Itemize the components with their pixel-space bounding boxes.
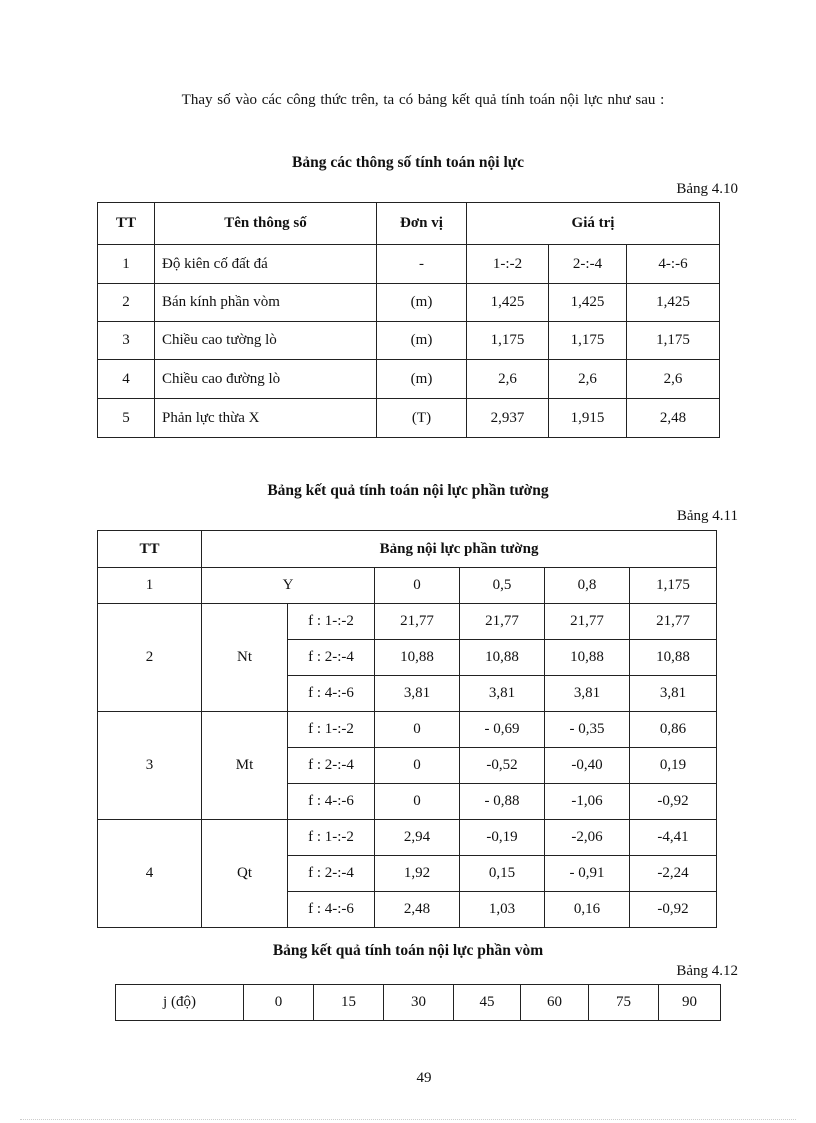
cell: f : 2-:-4 [288, 640, 375, 676]
cell: 21,77 [630, 604, 717, 640]
cell: f : 1-:-2 [288, 604, 375, 640]
table-4-12-label: Bảng 4.12 [676, 963, 738, 979]
cell: 0 [375, 568, 460, 604]
header-wall-forces: Bảng nội lực phần tường [202, 531, 717, 568]
header-tt: TT [98, 203, 155, 245]
table-4-10-label: Bảng 4.10 [676, 181, 738, 197]
cell: f : 4-:-6 [288, 784, 375, 820]
cell: Chiều cao đường lò [155, 360, 377, 399]
cell: 2,94 [375, 820, 460, 856]
table-row [116, 985, 721, 1021]
cell: f : 2-:-4 [288, 748, 375, 784]
cell: 3,81 [545, 676, 630, 712]
cell: 2,6 [627, 360, 720, 399]
cell: 45 [454, 985, 521, 1021]
cell: -0,92 [630, 892, 717, 928]
cell: 0,86 [630, 712, 717, 748]
cell: - 0,91 [545, 856, 630, 892]
cell: 1 [98, 568, 202, 604]
table-row [98, 568, 717, 604]
cell: 0 [375, 784, 460, 820]
cell: 5 [98, 399, 155, 438]
table-4-10 [97, 202, 720, 438]
table-4-11 [97, 530, 717, 928]
table-4-11-label: Bảng 4.11 [676, 508, 738, 524]
header-value: Giá trị [467, 203, 720, 245]
table-row [98, 284, 720, 322]
cell: 1,175 [549, 322, 627, 360]
cell: (m) [377, 284, 467, 322]
table-row [98, 245, 720, 284]
cell: 4 [98, 820, 202, 928]
table-4-10-title: Bảng các thông số tính toán nội lực [292, 154, 524, 171]
cell: 1,915 [549, 399, 627, 438]
cell: 21,77 [545, 604, 630, 640]
header-tt: TT [98, 531, 202, 568]
table-row [98, 399, 720, 438]
cell: 75 [589, 985, 659, 1021]
cell: Mt [202, 712, 288, 820]
cell: Độ kiên cố đất đá [155, 245, 377, 284]
cell: 0,8 [545, 568, 630, 604]
cell: - 0,35 [545, 712, 630, 748]
cell: -0,52 [460, 748, 545, 784]
table-row [98, 604, 717, 640]
cell: -0,40 [545, 748, 630, 784]
cell: -2,06 [545, 820, 630, 856]
cell: 21,77 [375, 604, 460, 640]
cell: 21,77 [460, 604, 545, 640]
cell: f : 2-:-4 [288, 856, 375, 892]
cell: 3,81 [630, 676, 717, 712]
cell: 90 [659, 985, 721, 1021]
cell: 3 [98, 322, 155, 360]
cell: 10,88 [630, 640, 717, 676]
cell: 2 [98, 284, 155, 322]
cell: 1-:-2 [467, 245, 549, 284]
cell: Y [202, 568, 375, 604]
cell: f : 4-:-6 [288, 892, 375, 928]
cell: 1,175 [630, 568, 717, 604]
cell: j (độ) [116, 985, 244, 1021]
cell: f : 1-:-2 [288, 712, 375, 748]
cell: 4 [98, 360, 155, 399]
cell: Qt [202, 820, 288, 928]
cell: 4-:-6 [627, 245, 720, 284]
cell: 1,425 [467, 284, 549, 322]
cell: -4,41 [630, 820, 717, 856]
cell: 10,88 [545, 640, 630, 676]
cell: 2,48 [627, 399, 720, 438]
cell: 1,175 [627, 322, 720, 360]
cell: 3,81 [460, 676, 545, 712]
cell: - [377, 245, 467, 284]
cell: -0,92 [630, 784, 717, 820]
cell: 0,16 [545, 892, 630, 928]
table-header-row [98, 531, 717, 568]
cell: 60 [521, 985, 589, 1021]
cell: Phản lực thừa X [155, 399, 377, 438]
cell: 1,425 [627, 284, 720, 322]
cell: 3 [98, 712, 202, 820]
cell: -1,06 [545, 784, 630, 820]
cell: 0 [375, 748, 460, 784]
cell: 0,5 [460, 568, 545, 604]
cell: 0,15 [460, 856, 545, 892]
cell: - 0,69 [460, 712, 545, 748]
table-4-11-title: Bảng kết quả tính toán nội lực phần tường [267, 482, 549, 499]
header-unit: Đơn vị [377, 203, 467, 245]
cell: 2 [98, 604, 202, 712]
cell: 15 [314, 985, 384, 1021]
cell: 10,88 [375, 640, 460, 676]
cell: 1,03 [460, 892, 545, 928]
cell: 0,19 [630, 748, 717, 784]
table-4-12 [115, 984, 721, 1021]
cell: 1 [98, 245, 155, 284]
header-name: Tên thông số [155, 203, 377, 245]
cell: 0 [244, 985, 314, 1021]
cell: Bán kính phần vòm [155, 284, 377, 322]
page-bottom-divider [20, 1119, 796, 1120]
cell: (m) [377, 360, 467, 399]
cell: 2,6 [549, 360, 627, 399]
cell: Chiều cao tường lò [155, 322, 377, 360]
cell: (m) [377, 322, 467, 360]
cell: Nt [202, 604, 288, 712]
cell: 2,937 [467, 399, 549, 438]
table-row [98, 360, 720, 399]
table-header-row [98, 203, 720, 245]
cell: - 0,88 [460, 784, 545, 820]
cell: 30 [384, 985, 454, 1021]
cell: 3,81 [375, 676, 460, 712]
table-row [98, 712, 717, 748]
cell: 1,92 [375, 856, 460, 892]
cell: 10,88 [460, 640, 545, 676]
cell: 2-:-4 [549, 245, 627, 284]
table-row [98, 322, 720, 360]
cell: 0 [375, 712, 460, 748]
cell: -0,19 [460, 820, 545, 856]
intro-paragraph: Thay số vào các công thức trên, ta có bảng kết quả tính toán nội lực như sau : [181, 92, 665, 108]
cell: 2,6 [467, 360, 549, 399]
cell: f : 4-:-6 [288, 676, 375, 712]
cell: 1,425 [549, 284, 627, 322]
cell: (T) [377, 399, 467, 438]
page-number: 49 [416, 1070, 432, 1086]
table-row [98, 820, 717, 856]
cell: f : 1-:-2 [288, 820, 375, 856]
cell: 1,175 [467, 322, 549, 360]
cell: -2,24 [630, 856, 717, 892]
cell: 2,48 [375, 892, 460, 928]
table-4-12-title: Bảng kết quả tính toán nội lực phần vòm [272, 942, 544, 959]
